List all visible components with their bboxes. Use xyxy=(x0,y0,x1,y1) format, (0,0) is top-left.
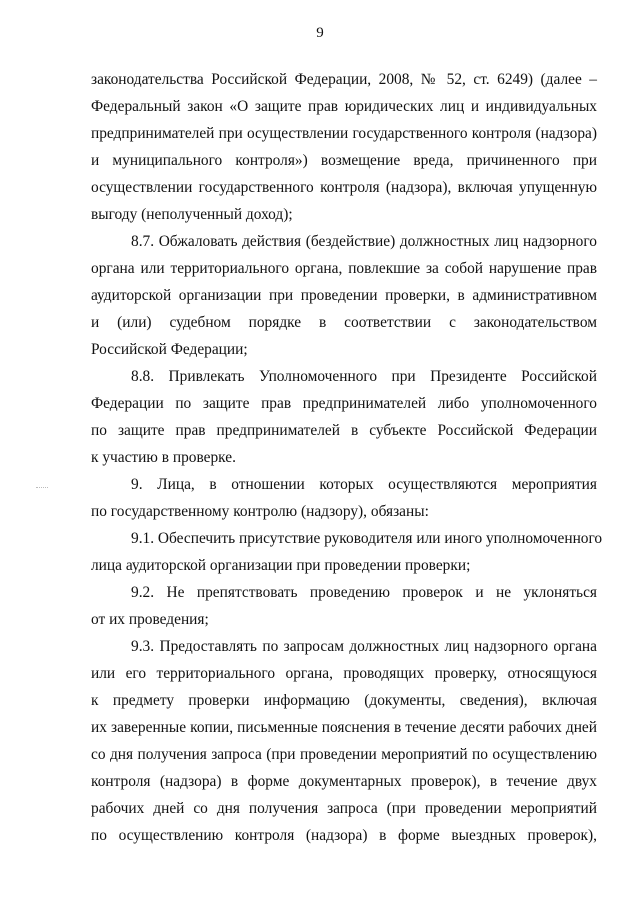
text-line: по осуществлению контроля (надзора) в форме выездных проверок), xyxy=(91,827,597,844)
text-line: контроля (надзора) в форме документарных проверок), в течение двух xyxy=(91,773,597,790)
text-line: по защите прав предпринимателей в субъекте Российской Федерации xyxy=(91,422,597,439)
text-line: законодательства Российской Федерации, 2008, № 52, ст. 6249) (далее – xyxy=(91,71,597,88)
page-number: 9 xyxy=(316,25,324,41)
text-line: по государственному контролю (надзору), обязаны: xyxy=(91,503,429,520)
text-line: Российской Федерации; xyxy=(91,341,248,358)
text-line: осуществлении государственного контроля (надзора), включая упущенную xyxy=(91,179,597,196)
text-line: и (или) судебном порядке в соответствии с законодательством xyxy=(91,314,597,331)
text-line: Федерации по защите прав предпринимателей либо уполномоченного xyxy=(91,395,597,412)
text-line: Федеральный закон «О защите прав юридических лиц и индивидуальных xyxy=(91,98,597,115)
text-line: аудиторской организации при проведении проверки, в административном xyxy=(91,287,597,304)
text-line: предпринимателей при осуществлении государственного контроля (надзора) xyxy=(91,125,597,142)
text-line: к участию в проверке. xyxy=(91,449,236,466)
text-line: рабочих дней со дня получения запроса (при проведении мероприятий xyxy=(91,800,597,817)
scan-mark xyxy=(36,487,48,490)
text-line: их заверенные копии, письменные пояснения в течение десяти рабочих дней xyxy=(91,719,597,736)
text-line: или его территориального органа, проводящих проверку, относящуюся xyxy=(91,665,597,682)
text-line: и муниципального контроля») возмещение вреда, причиненного при xyxy=(91,152,597,169)
text-line: органа или территориального органа, повлекшие за собой нарушение прав xyxy=(91,260,597,277)
paragraph-first-line: 9. Лица, в отношении которых осуществляются мероприятия xyxy=(131,476,597,493)
text-line: лица аудиторской организации при проведении проверки; xyxy=(91,557,471,574)
paragraph-first-line: 8.8. Привлекать Уполномоченного при Президенте Российской xyxy=(131,368,597,385)
paragraph-first-line: 9.1. Обеспечить присутствие руководителя или иного уполномоченного xyxy=(131,530,603,547)
text-line: со дня получения запроса (при проведении мероприятий по осуществлению xyxy=(91,746,597,763)
paragraph-first-line: 8.7. Обжаловать действия (бездействие) должностных лиц надзорного xyxy=(131,233,597,250)
text-line: от их проведения; xyxy=(91,611,209,628)
text-line: выгоду (неполученный доход); xyxy=(91,206,293,223)
paragraph-first-line: 9.3. Предоставлять по запросам должностных лиц надзорного органа xyxy=(131,638,597,655)
text-line: к предмету проверки информацию (документы, сведения), включая xyxy=(91,692,597,709)
paragraph-first-line: 9.2. Не препятствовать проведению проверок и не уклоняться xyxy=(131,584,597,601)
